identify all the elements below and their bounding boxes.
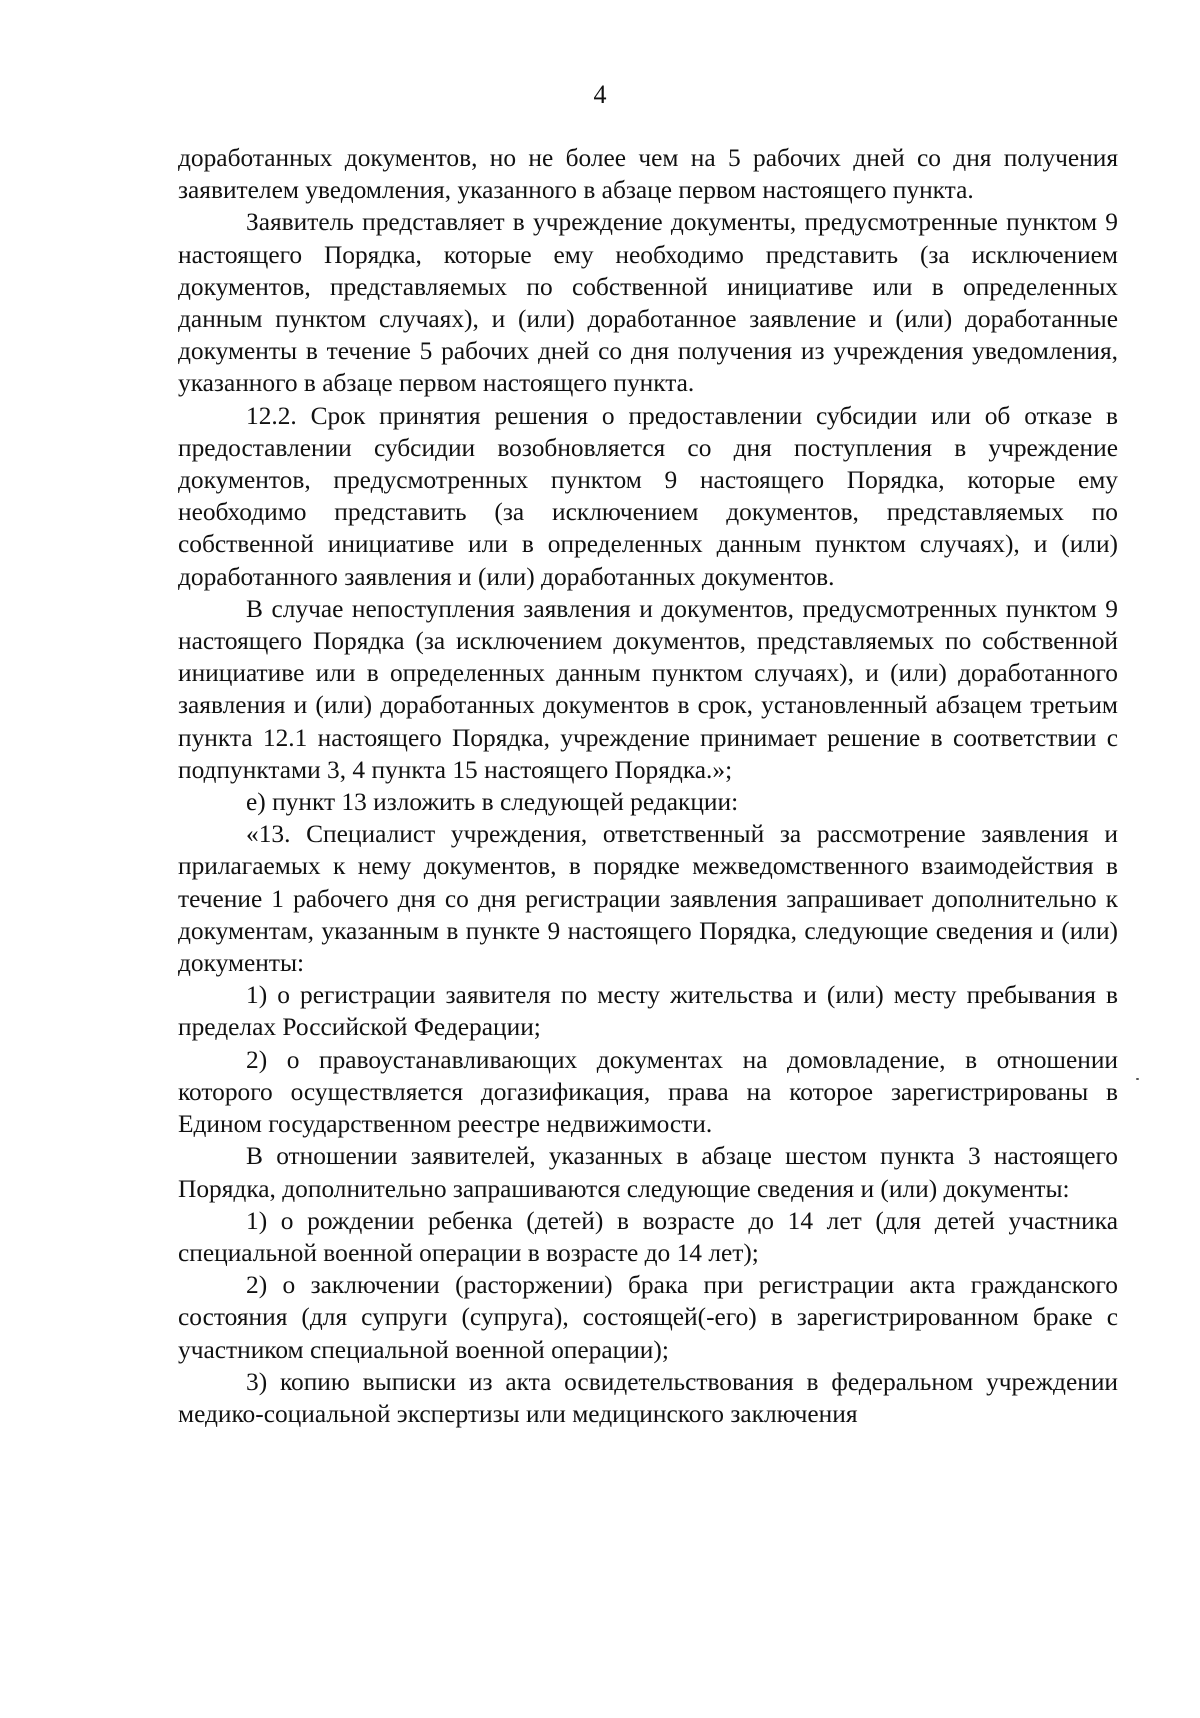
list-item-marriage: 2) о заключении (расторжении) брака при регистрации акта гражданского состояния (для супруги (супруга), состоящей(-его) в зарегистрированном браке с участником специальной военной операции); bbox=[178, 1271, 1118, 1364]
list-item-medical-certificate: 3) копию выписки из акта освидетельствования в федеральном учреждении медико-социальной экспертизы или медицинского заключения bbox=[178, 1367, 1118, 1428]
list-item-registration: 1) о регистрации заявителя по месту жительства и (или) месту пребывания в пределах Российской Федерации; bbox=[178, 981, 1118, 1042]
paragraph-12-2: 12.2. Срок принятия решения о предоставлении субсидии или об отказе в предоставлении субсидии возобновляется со дня поступления в учреждение документов, предусмотренных пунктом 9 настоящего Порядка, которые ему необходимо представить (за исключением документов, представляемых по собственной инициативе или в определенных данным пунктом случаях), и (или) доработанного заявления и (или) доработанных документов. bbox=[178, 401, 1118, 591]
paragraph-non-receipt: В случае непоступления заявления и документов, предусмотренных пунктом 9 настоящего Порядка (за исключением документов, представляемых по собственной инициативе или в определенных данным пунктом случаях), и (или) доработанного заявления и (или) доработанных документов в срок, установленный абзацем третьим пункта 12.1 настоящего Порядка, учреждение принимает решение в соответствии с подпунктами 3, 4 пункта 15 настоящего Порядка.»; bbox=[178, 594, 1118, 784]
scan-artifact bbox=[1136, 1078, 1139, 1080]
paragraph-applicant-submits: Заявитель представляет в учреждение документы, предусмотренные пунктом 9 настоящего Порядка, которые ему необходимо представить (за исключением документов, представляемых по собственной инициативе или в определенных данным пунктом случаях), и (или) доработанное заявление и (или) доработанные документы в течение 5 рабочих дней со дня получения из учреждения уведомления, указанного в абзаце первом настоящего пункта. bbox=[178, 208, 1118, 398]
paragraph-13: «13. Специалист учреждения, ответственный за рассмотрение заявления и прилагаемых к нему документов, в порядке межведомственного взаимодействия в течение 1 рабочего дня со дня регистрации заявления запрашивает дополнительно к документам, указанным в пункте 9 настоящего Порядка, следующие сведения и (или) документы: bbox=[178, 820, 1118, 978]
page-number: 4 bbox=[593, 80, 607, 109]
paragraph-continuation: доработанных документов, но не более чем на 5 рабочих дней со дня получения заявителем уведомления, указанного в абзаце первом настоящего пункта. bbox=[178, 144, 1118, 205]
list-item-title-documents: 2) о правоустанавливающих документах на домовладение, в отношении которого осуществляется догазификация, права на которое зарегистрированы в Едином государственном реестре недвижимости. bbox=[178, 1045, 1118, 1139]
list-item-birth: 1) о рождении ребенка (детей) в возрасте до 14 лет (для детей участника специальной военной операции в возрасте до 14 лет); bbox=[178, 1206, 1118, 1267]
document-body bbox=[178, 142, 1118, 1430]
paragraph-additional-requests: В отношении заявителей, указанных в абзаце шестом пункта 3 настоящего Порядка, дополнительно запрашиваются следующие сведения и (или) документы: bbox=[178, 1142, 1118, 1203]
paragraph-item-e: е) пункт 13 изложить в следующей редакции: bbox=[246, 788, 739, 817]
